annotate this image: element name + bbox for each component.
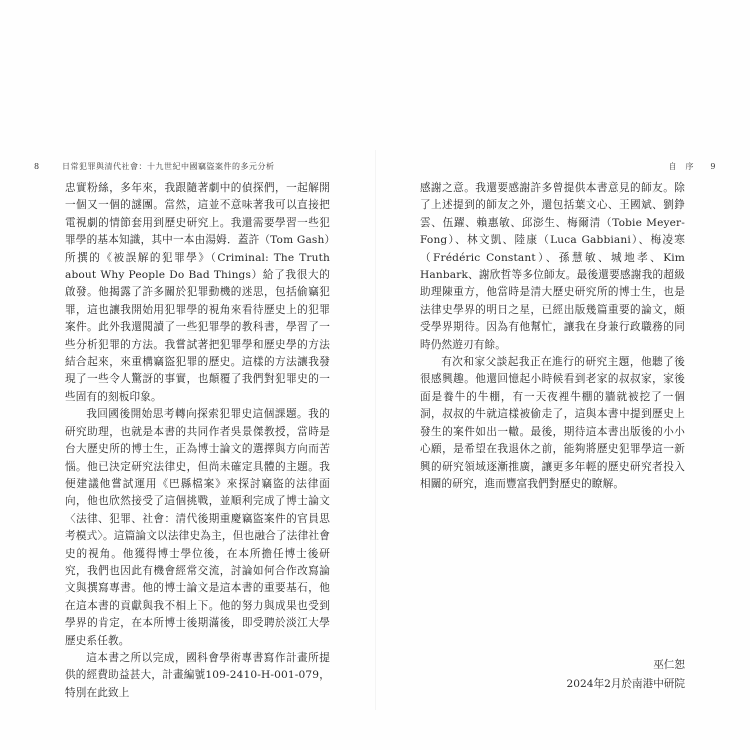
section-title: 自 序 [668,162,694,171]
page-number-right: 9 [710,162,716,171]
running-title: 日常犯罪與清代社會：十九世紀中國竊盜案件的多元分析 [62,162,275,171]
left-page-body [65,180,330,702]
paragraph: 有次和家父談起我正在進行的研究主題，他聽了後很感興趣。他還回憶起小時候看到老家的叔叔家，家後面是養牛的牛棚，有一天夜裡牛棚的牆就被挖了一個洞，叔叔的牛就這樣被偷走了，這與本書中提到歷史上發生的案件如出一轍。最後，期待這本書出版後的小小心願，是希望在我退休之前，能夠將歷史犯罪學這一新興的研究領域逐漸推廣，讓更多年輕的歷史研究者投入相關的研究，進而豐富我們對歷史的瞭解。 [420,356,685,490]
paragraph: 感謝之意。我還要感謝許多曾提供本書意見的師友。除了上述提到的師友之外，還包括葉文心、王國斌、劉錚雲、伍躍、賴惠敏、邱澎生、梅爾清（Tobie Meyer-Fong）、林文凱、陸康（Luca Gabbiani）、梅凌寒（Frédéric Constant）、孫慧敏、城地孝、Kim Hanbark、謝欣哲等多位師友。最後還要感謝我的超級助理陳重方，他當時是清大歷史研究所的博士生，也是法律史學界的明日之星，已經出版幾篇重要的論文，頗受學界期待。因為有他幫忙，讓我在身兼行政職務的同時仍然遊刃有餘。 [420,182,685,351]
author-signature: 巫仁恕 [653,659,685,671]
paragraph: 這本書之所以完成，國科會學術專書寫作計畫所提供的經費助益甚大，計畫編號109-2410-H-001-079，特別在此致上 [65,651,330,699]
paragraph: 忠實粉絲，多年來，我跟隨著劇中的偵探們，一起解開一個又一個的謎團。當然，這並不意味著我可以直接把電視劇的情節套用到歷史研究上。我還需要學習一些犯罪學的基本知識，其中一本由湯姆．蓋許（Tom Gash）所撰的《被誤解的犯罪學》（Criminal: The Truth about Why People Do Bad Things）給了我很大的啟發。他揭露了許多關於犯罪動機的迷思，包括偷竊犯罪，這也讓我開始用犯罪學的視角來看待歷史上的犯罪案件。此外我還閱讀了一些犯罪學的教科書，學習了一些分析犯罪的方法。我嘗試著把犯罪學和歷史學的方法結合起來，來重構竊盜犯罪的歷史。這樣的方法讓我發現了一些令人驚訝的事實，也顛覆了我們對犯罪史的一些固有的刻板印象。 [65,182,330,403]
date-place: 2024年2月於南港中研院 [566,678,685,690]
right-page-body [420,180,685,493]
right-page [375,0,750,750]
paragraph: 我回國後開始思考轉向探索犯罪史這個課題。我的研究助理，也就是本書的共同作者吳景傑教授，當時是台大歷史所的博士生，正為博士論文的選擇與方向而苦惱。他已決定研究法律史，但尚未確定具體的主題。我便建議他嘗試運用《巴縣檔案》來探討竊盜的法律面向，他也欣然接受了這個挑戰，並順利完成了博士論文〈法律、犯罪、社會：清代後期重慶竊盜案件的官員思考模式〉。這篇論文以法律史為主，但也融合了法律社會史的視角。他獲得博士學位後，在本所擔任博士後研究，我們也因此有機會經常交流，討論如何合作改寫論文與撰寫專書。他的博士論文是這本書的重要基石，他在這本書的貢獻與我不相上下。他的努力與成果也受到學界的肯定，在本所博士後期滿後，即受聘於淡江大學歷史系任教。 [65,408,330,647]
page-number-left: 8 [34,162,40,171]
